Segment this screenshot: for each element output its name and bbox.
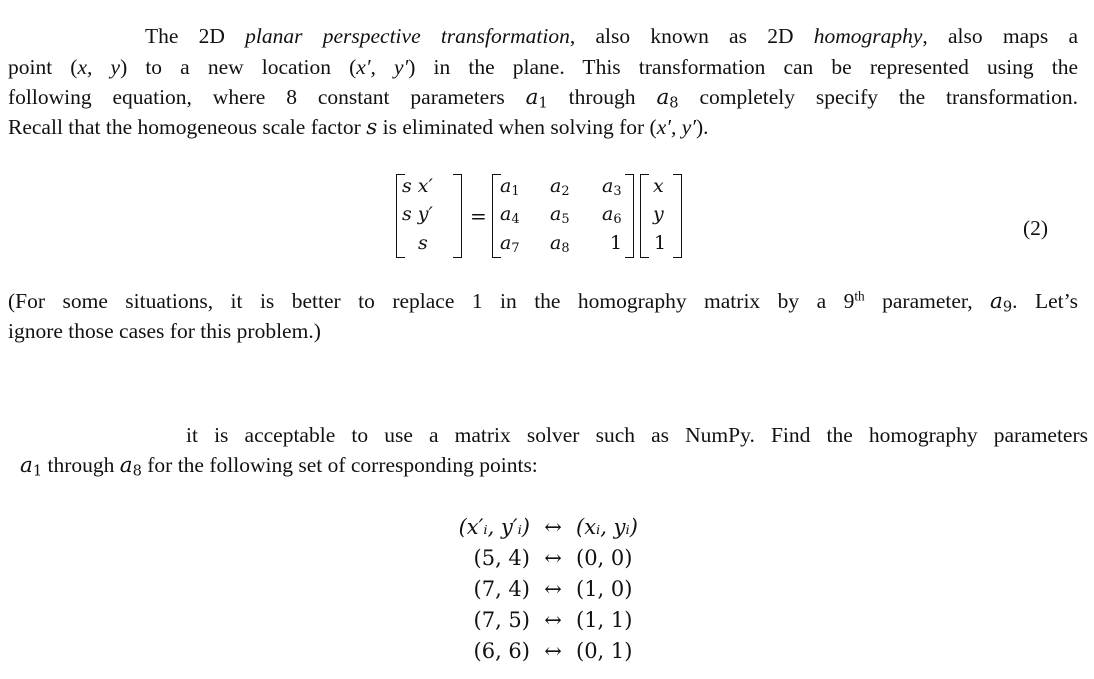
text: ) to a new location ( xyxy=(120,55,357,79)
header-primed: (x′ᵢ, y′ᵢ) xyxy=(458,515,530,539)
math-a8: $a_8$ xyxy=(656,85,679,112)
lhs-sx: s x′ xyxy=(402,175,433,197)
superscript-th: th xyxy=(854,288,865,304)
term-planar-perspective: planar perspective transformation xyxy=(245,24,570,48)
text: ). xyxy=(695,115,709,139)
point-primed: (5, 4) xyxy=(473,546,530,570)
math-xy-prime: x′, y′ xyxy=(356,55,409,79)
para1-line2 xyxy=(8,52,1078,82)
header-unprimed: (xᵢ, yᵢ) xyxy=(576,515,638,539)
para1-line4 xyxy=(8,112,1078,143)
m-a1: $a_1$ xyxy=(500,175,520,200)
text: completely specify the transformation. xyxy=(678,85,1078,109)
m-a5: $a_5$ xyxy=(550,203,570,228)
correspondence-table xyxy=(440,512,680,672)
vec-one: 1 xyxy=(654,232,667,254)
lhs-s: s xyxy=(418,232,428,254)
math-s: s xyxy=(366,115,378,140)
point-primed: (6, 6) xyxy=(473,639,530,663)
point: (0, 1) xyxy=(576,639,633,663)
m-a8: $a_8$ xyxy=(550,232,570,257)
equation-number: (2) xyxy=(1023,216,1049,240)
text: following equation, where 8 constant parameters xyxy=(8,85,526,109)
text: through xyxy=(42,453,120,477)
math-xy-prime: x′, y′ xyxy=(656,115,696,139)
text: , also maps a xyxy=(922,24,1078,48)
point-primed: (7, 5) xyxy=(473,608,530,632)
para3-line1: it is acceptable to use a matrix solver such as NumPy. Find the homography parameters xyxy=(186,423,1088,447)
lhs-vector xyxy=(396,174,462,258)
para1-line1 xyxy=(145,21,1078,51)
text: for the following set of corresponding points: xyxy=(141,453,538,477)
point-primed: (7, 4) xyxy=(473,577,530,601)
text: parameter, xyxy=(864,289,991,313)
math-a1: $a_1$ xyxy=(525,85,548,112)
homography-matrix xyxy=(492,174,634,258)
text: The 2D xyxy=(145,24,246,48)
double-arrow-icon: ↔ xyxy=(544,515,562,539)
vec-x: x xyxy=(653,175,664,197)
equals-sign: = xyxy=(470,204,487,228)
text: is eliminated when solving for ( xyxy=(377,115,657,139)
point: (0, 0) xyxy=(576,546,633,570)
math-a1: $a_1$ xyxy=(20,453,43,480)
double-arrow-icon: ↔ xyxy=(544,608,562,632)
term-homography: homography xyxy=(813,24,923,48)
text: point ( xyxy=(8,55,78,79)
double-arrow-icon: ↔ xyxy=(544,577,562,601)
text: , also known as 2D xyxy=(569,24,814,48)
text: through xyxy=(547,85,657,109)
point: (1, 0) xyxy=(576,577,633,601)
math-a8: $a_8$ xyxy=(119,453,142,480)
text: ) in the plane. This transformation can be represented using the xyxy=(408,55,1078,79)
m-a4: $a_4$ xyxy=(500,203,520,228)
math-a9: $a_9$ xyxy=(990,289,1013,316)
m-a6: $a_6$ xyxy=(602,203,622,228)
double-arrow-icon: ↔ xyxy=(544,546,562,570)
lhs-sy: s y′ xyxy=(402,203,433,225)
text: (For some situations, it is better to replace 1 in the homography matrix by a 9 xyxy=(8,289,855,313)
vec-y: y xyxy=(653,203,664,225)
math-xy: x, y xyxy=(77,55,121,79)
text: Recall that the homogeneous scale factor xyxy=(8,115,367,139)
para2-line1 xyxy=(8,286,1078,317)
m-one: 1 xyxy=(610,232,623,254)
para2-line2: ignore those cases for this problem.) xyxy=(8,319,321,343)
input-vector xyxy=(640,174,682,258)
text: . Let’s xyxy=(1012,289,1078,313)
para1-line3 xyxy=(8,82,1078,113)
point: (1, 1) xyxy=(576,608,633,632)
m-a2: $a_2$ xyxy=(550,175,570,200)
m-a3: $a_3$ xyxy=(602,175,622,200)
para3-line2 xyxy=(20,450,1090,481)
m-a7: $a_7$ xyxy=(500,232,520,257)
double-arrow-icon: ↔ xyxy=(544,639,562,663)
